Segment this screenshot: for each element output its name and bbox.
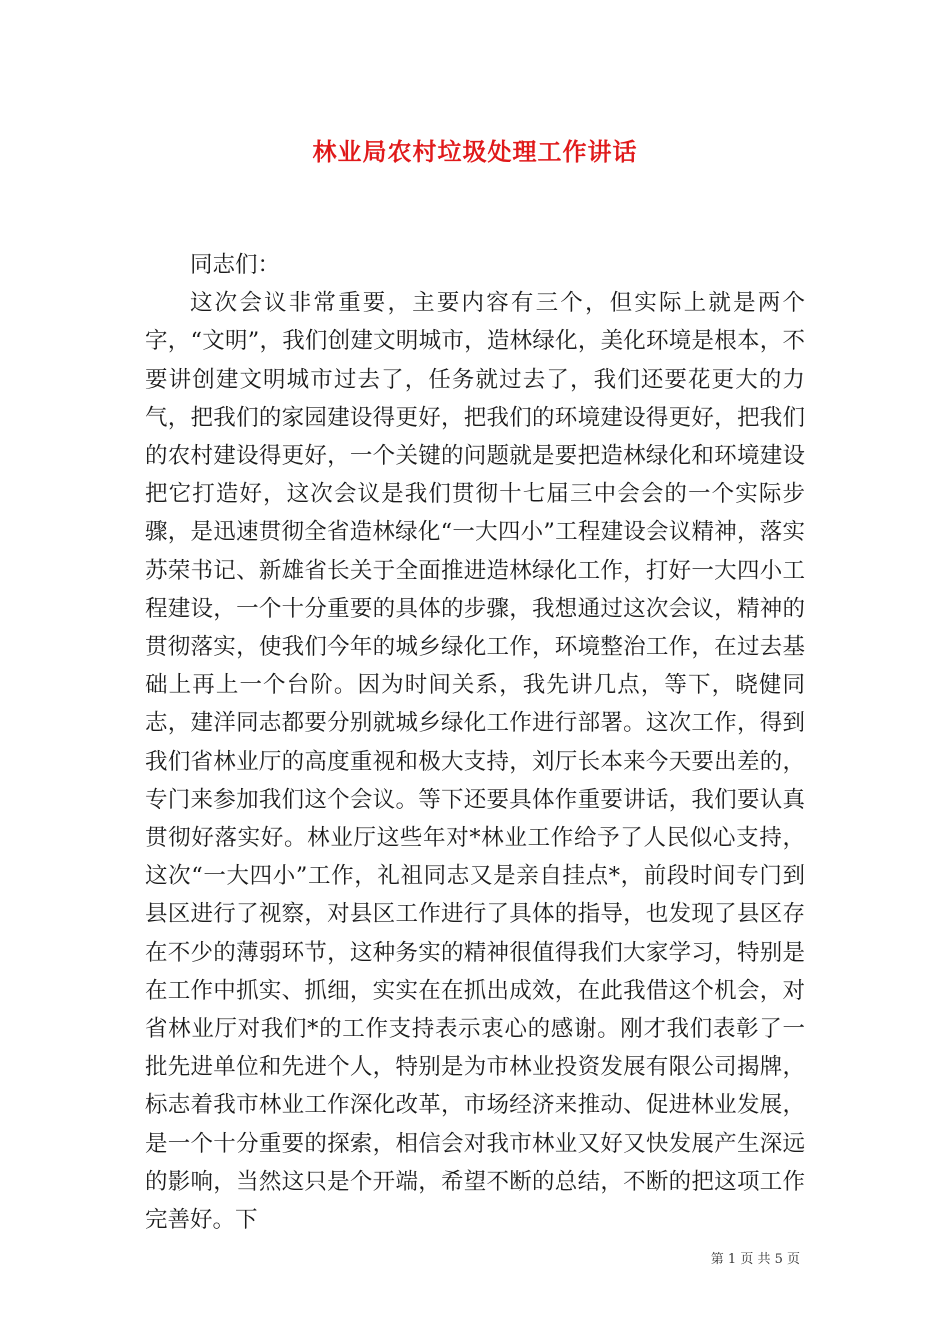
document-title: 林业局农村垃圾处理工作讲话 bbox=[312, 138, 638, 166]
salutation: 同志们： bbox=[190, 252, 281, 278]
page-number: 第 1 页 共 5 页 bbox=[710, 1252, 800, 1267]
body-paragraph: 这次会议非常重要，主要内容有三个，但实际上就是两个字，“文明”，我们创建文明城市，造林绿化，美化环境是根本，不要讲创建文明城市过去了，任务就过去了，我们还要花更大的力气，把我们的家园建设得更好，把我们的环境建设得更好，把我们的农村建设得更好，一个关键的问题就是要把造林绿化和环境建设把它打造好，这次会议是我们贯彻十七届三中会会的一个实际步骤，是迅速贯彻全省造林绿化“一大四小”工程建设会议精神，落实苏荣书记、新雄省长关于全面推进造林绿化工作，打好一大四小工程建设，一个十分重要的具体的步骤，我想通过这次会议，精神的贯彻落实，使我们今年的城乡绿化工作，环境整治工作，在过去基础上再上一个台阶。因为时间关系，我先讲几点，等下，晓健同志，建洋同志都要分别就城乡绿化工作进行部署。这次工作，得到我们省林业厅的高度重视和极大支持，刘厅长本来今天要出差的，专门来参加我们这个会议。等下还要具体作重要讲话，我们要认真贯彻好落实好。林业厅这些年对*林业工作给予了人民似心支持，这次“一大四小”工作，礼祖同志又是亲自挂点*，前段时间专门到县区进行了视察，对县区工作进行了具体的指导，也发现了县区存在不少的薄弱环节，这种务实的精神很值得我们大家学习，特别是在工作中抓实、抓细，实实在在抓出成效，在此我借这个机会，对省林业厅对我们*的工作支持表示衷心的感谢。刚才我们表彰了一批先进单位和先进个人，特别是为市林业投资发展有限公司揭牌，标志着我市林业工作深化改革，市场经济来推动、促进林业发展，是一个十分重要的探索，相信会对我市林业又好又快发展产生深远的影响，当然这只是个开端，希望不断的总结，不断的把这项工作完善好。下 bbox=[145, 290, 805, 1234]
document-body bbox=[145, 246, 805, 1239]
